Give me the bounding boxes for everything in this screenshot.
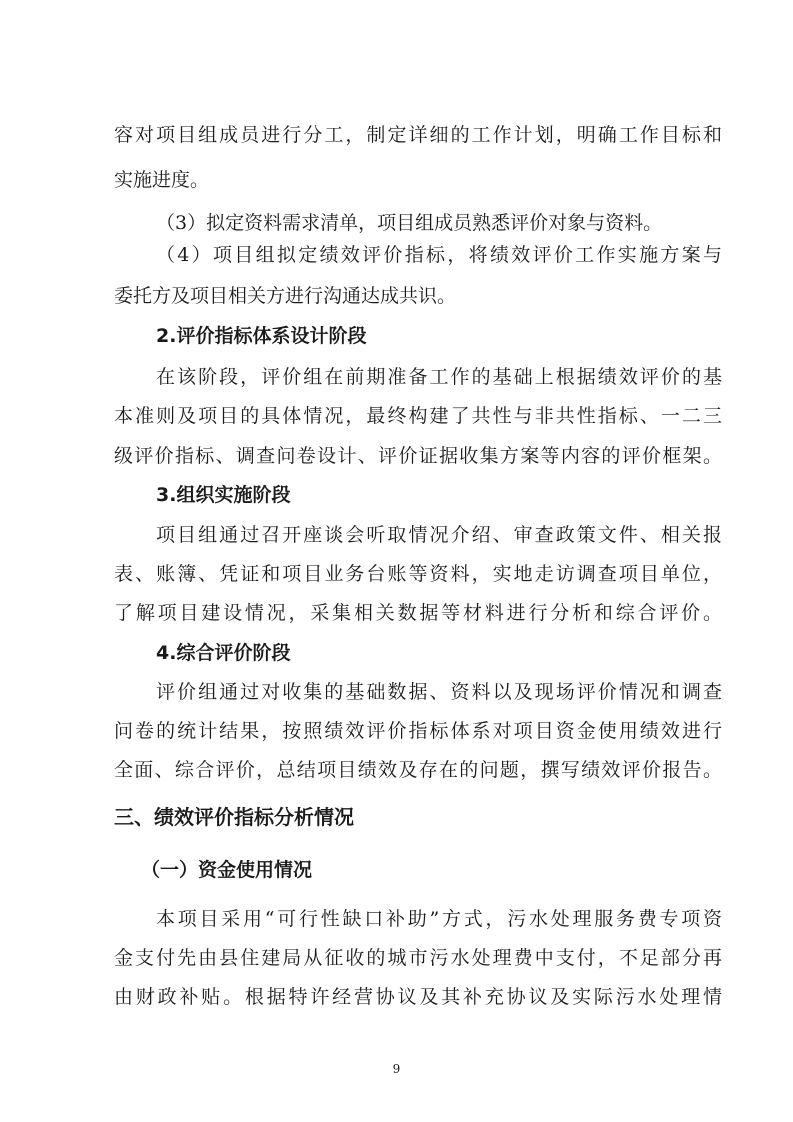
- subsection-heading: （一）资金使用情况: [141, 859, 313, 881]
- body-text-line: （3）拟定资料需求清单，项目组成员熟悉评价对象与资料。: [156, 212, 663, 234]
- body-text-line: 了解项目建设情况，采集相关数据等材料进行分析和综合评价。: [114, 602, 722, 624]
- page-number: 9: [392, 1062, 401, 1076]
- body-text-line: 实施进度。: [114, 169, 210, 191]
- section-heading: 2.评价指标体系设计阶段: [156, 325, 367, 347]
- section-heading: 3.组织实施阶段: [156, 484, 291, 506]
- body-text-line: 项目组通过召开座谈会听取情况介绍、审查政策文件、相关报: [156, 524, 722, 546]
- body-text-line: 在该阶段，评价组在前期准备工作的基础上根据绩效评价的基: [156, 366, 722, 388]
- body-text-line: （4）项目组拟定绩效评价指标，将绩效评价工作实施方案与: [156, 244, 722, 266]
- body-text-line: 级评价指标、调查问卷设计、评价证据收集方案等内容的评价框架。: [114, 445, 722, 467]
- body-text-line: 本项目采用“可行性缺口补助”方式，污水处理服务费专项资: [156, 908, 722, 930]
- body-text-line: 委托方及项目相关方进行沟通达成共识。: [114, 285, 457, 307]
- body-text-line: 问卷的统计结果，按照绩效评价指标体系对项目资金使用绩效进行: [114, 720, 722, 742]
- chapter-heading: 三、绩效评价指标分析情况: [114, 805, 354, 829]
- body-text-line: 表、账簿、凭证和项目业务台账等资料，实地走访调查项目单位，: [114, 563, 722, 585]
- section-heading: 4.综合评价阶段: [156, 642, 291, 664]
- body-text-line: 本准则及项目的具体情况，最终构建了共性与非共性指标、一二三: [114, 405, 722, 427]
- body-text-line: 金支付先由县住建局从征收的城市污水处理费中支付，不足部分再: [114, 947, 722, 969]
- body-text-line: 全面、综合评价，总结项目绩效及存在的问题，撰写绩效评价报告。: [114, 759, 722, 781]
- body-text-line: 由财政补贴。根据特许经营协议及其补充协议及实际污水处理情: [114, 986, 722, 1008]
- body-text-line: 容对项目组成员进行分工，制定详细的工作计划，明确工作目标和: [114, 124, 722, 146]
- body-text-line: 评价组通过对收集的基础数据、资料以及现场评价情况和调查: [156, 681, 722, 703]
